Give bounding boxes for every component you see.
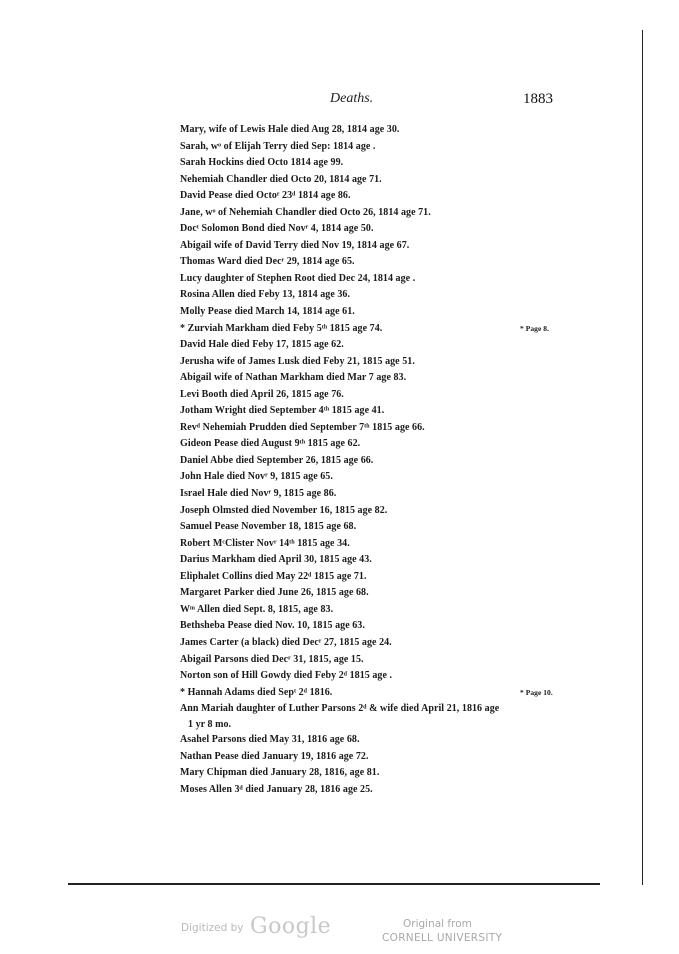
- death-record: [180, 271, 560, 288]
- death-record: [180, 536, 560, 553]
- death-record-text: Eliphalet Collins died May 22ᵈ 1815 age 71.: [180, 570, 367, 582]
- death-record: [180, 387, 560, 404]
- death-record: [180, 337, 560, 354]
- death-record-text: Joseph Olmsted died November 16, 1815 age 82.: [180, 504, 388, 516]
- death-record-text: Bethsheba Pease died Nov. 10, 1815 age 63.: [180, 620, 365, 632]
- death-record-text: Abigail wife of Nathan Markham died Mar 7 age 83.: [180, 372, 407, 384]
- death-record-text: Wᵐ Allen died Sept. 8, 1815, age 83.: [180, 603, 334, 615]
- death-record-text: Nathan Pease died January 19, 1816 age 72.: [180, 750, 369, 762]
- death-record: [180, 668, 560, 685]
- death-record: [180, 205, 560, 222]
- death-record: [180, 602, 560, 619]
- footer-rule: [68, 883, 600, 885]
- death-record-text: John Hale died Novʳ 9, 1815 age 65.: [180, 471, 333, 483]
- death-record: [180, 155, 560, 172]
- death-record-text: Moses Allen 3ᵈ died January 28, 1816 age 25.: [180, 783, 373, 795]
- death-record: [180, 172, 560, 189]
- death-record-text: Ann Mariah daughter of Luther Parsons 2ᵈ & wife died April 21, 1816 age: [180, 703, 500, 715]
- death-record-text: Gideon Pease died August 9ᵗʰ 1815 age 62.: [180, 438, 361, 450]
- right-margin-rule: [642, 30, 643, 885]
- death-record: [180, 732, 560, 749]
- google-logo: Google: [250, 914, 332, 939]
- death-record: [180, 321, 560, 338]
- death-record-text: Lucy daughter of Stephen Root died Dec 24, 1814 age .: [180, 272, 416, 284]
- institution-label: CORNELL UNIVERSITY: [382, 932, 503, 944]
- death-record: [180, 652, 560, 669]
- death-record: [180, 420, 560, 437]
- death-record: [180, 453, 560, 470]
- death-record-text: Daniel Abbe died September 26, 1815 age 66.: [180, 454, 374, 466]
- death-record: [180, 370, 560, 387]
- death-record-text: Sarah, wᵒ of Elijah Terry died Sep: 1814 age .: [180, 140, 376, 152]
- death-record: [180, 765, 560, 782]
- page-reference-note: * Page 8.: [520, 323, 549, 333]
- death-record-continuation: 1 yr 8 mo.: [188, 718, 232, 730]
- death-record: [180, 469, 560, 486]
- page-reference-note: * Page 10.: [520, 687, 553, 697]
- death-record: [180, 403, 560, 420]
- death-record-text: * Hannah Adams died Sepᵗ 2ᵈ 1816.: [180, 686, 333, 698]
- death-record-text: David Hale died Feby 17, 1815 age 62.: [180, 339, 344, 351]
- death-record-text: Rosina Allen died Feby 13, 1814 age 36.: [180, 289, 351, 301]
- death-record-text: Israel Hale died Novʳ 9, 1815 age 86.: [180, 488, 337, 500]
- death-record: [180, 304, 560, 321]
- death-record-text: Norton son of Hill Gowdy died Feby 2ᵈ 1815 age .: [180, 670, 393, 682]
- death-record-text: Docᵗ Solomon Bond died Novʳ 4, 1814 age 50.: [180, 223, 374, 235]
- death-records-list: [180, 122, 560, 798]
- original-from-label: Original from: [403, 918, 472, 930]
- death-record: [180, 122, 560, 139]
- death-record-text: Jane, wᵒ of Nehemiah Chandler died Octo 26, 1814 age 71.: [180, 206, 431, 218]
- death-record: [180, 782, 560, 799]
- death-record: [180, 618, 560, 635]
- death-record: [180, 585, 560, 602]
- death-record: [180, 503, 560, 520]
- death-record-text: Levi Booth died April 26, 1815 age 76.: [180, 388, 344, 400]
- death-record: [180, 569, 560, 586]
- death-record: [180, 749, 560, 766]
- page-number: 1883: [523, 91, 553, 107]
- death-record: [180, 436, 560, 453]
- death-record: [180, 519, 560, 536]
- death-record: [180, 238, 560, 255]
- death-record-text: Thomas Ward died Decʳ 29, 1814 age 65.: [180, 256, 355, 268]
- death-record: [180, 486, 560, 503]
- death-record-text: Mary, wife of Lewis Hale died Aug 28, 1814 age 30.: [180, 124, 400, 135]
- death-record: [180, 354, 560, 371]
- digitized-by-label: Digitized by: [181, 922, 244, 934]
- death-record-text: Darius Markham died April 30, 1815 age 43.: [180, 554, 372, 566]
- death-record-text: Mary Chipman died January 28, 1816, age 81.: [180, 767, 380, 779]
- death-record-text: Samuel Pease November 18, 1815 age 68.: [180, 521, 357, 533]
- death-record: [180, 685, 560, 702]
- death-record: [180, 188, 560, 205]
- death-record-text: Sarah Hockins died Octo 1814 age 99.: [180, 157, 344, 169]
- death-record-text: Revᵈ Nehemiah Prudden died September 7ᵗʰ 1815 age 66.: [180, 421, 425, 433]
- death-record: [180, 552, 560, 569]
- death-record: [180, 701, 560, 732]
- death-record-text: Abigail wife of David Terry died Nov 19, 1814 age 67.: [180, 239, 410, 251]
- death-record: [180, 221, 560, 238]
- death-record: [180, 254, 560, 271]
- death-record-text: Abigail Parsons died Decʳ 31, 1815, age 15.: [180, 653, 364, 665]
- death-record-text: James Carter (a black) died Decʳ 27, 1815 age 24.: [180, 636, 392, 648]
- death-record: [180, 635, 560, 652]
- death-record-text: Nehemiah Chandler died Octo 20, 1814 age 71.: [180, 173, 382, 185]
- death-record-text: David Pease died Octoʳ 23ᵈ 1814 age 86.: [180, 190, 351, 202]
- death-record-text: Margaret Parker died June 26, 1815 age 68.: [180, 587, 369, 599]
- death-record-text: * Zurviah Markham died Feby 5ᵗʰ 1815 age 74.: [180, 322, 383, 334]
- death-record-text: Robert MᶜClister Novʳ 14ᵗʰ 1815 age 34.: [180, 537, 350, 549]
- death-record-text: Asahel Parsons died May 31, 1816 age 68.: [180, 734, 360, 746]
- death-record-text: Jerusha wife of James Lusk died Feby 21, 1815 age 51.: [180, 355, 415, 367]
- page-header-title: Deaths.: [330, 91, 374, 106]
- death-record-text: Molly Pease died March 14, 1814 age 61.: [180, 306, 355, 318]
- death-record: [180, 139, 560, 156]
- death-record-text: Jotham Wright died September 4ᵗʰ 1815 age 41.: [180, 405, 385, 417]
- death-record: [180, 287, 560, 304]
